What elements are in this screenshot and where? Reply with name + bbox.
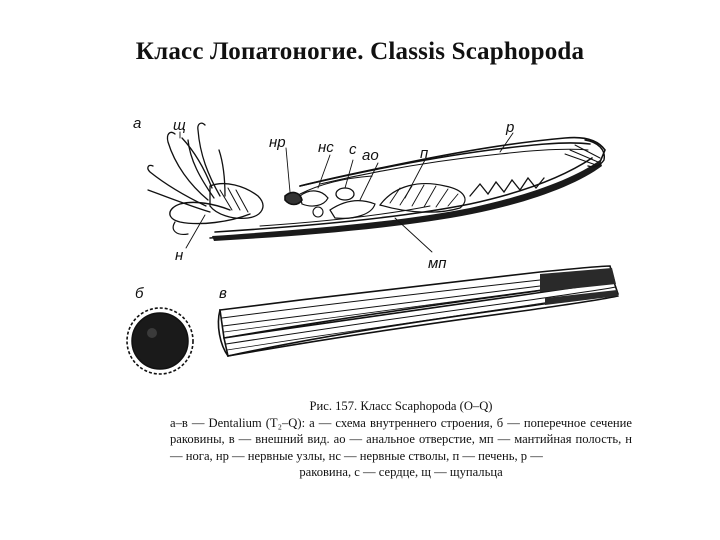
label-p: п [420,145,429,162]
caption-last-line: раковина, с — сердце, щ — щупальца [299,465,503,480]
label-r: р [506,119,515,136]
shell-external-view [218,266,618,356]
label-mp: мп [428,255,447,272]
caption-body: а–в — Dentalium (T₂–Q): а — схема внутреннего строения, б — поперечное сечение раковины, в — внешний вид. ао — анальное отверстие, мп — мантийная полость, н — нога, нр — нервные узлы, нс — нервные стволы, п — печень, р — [170,415,632,463]
nerve-ganglia [285,193,302,205]
label-a: а [133,115,142,132]
figure-caption [170,398,632,481]
label-v: в [219,285,227,302]
tentacles [148,123,225,212]
label-ao: ао [362,147,379,164]
shell-cross-section [127,308,193,374]
caption-title: Рис. 157. Класс Scaphopoda (O–Q) [309,399,493,413]
label-nr: нр [269,134,286,151]
heart [336,188,354,200]
label-n: н [175,247,184,264]
label-shch: щ [173,117,186,134]
page-title: Класс Лопатоногие. Classis Scaphopoda [135,38,585,65]
internal-structure-diagram [148,123,605,252]
label-ns: нс [318,139,334,156]
label-b: б [135,285,144,302]
head-region [210,184,263,219]
label-s: с [349,141,357,158]
